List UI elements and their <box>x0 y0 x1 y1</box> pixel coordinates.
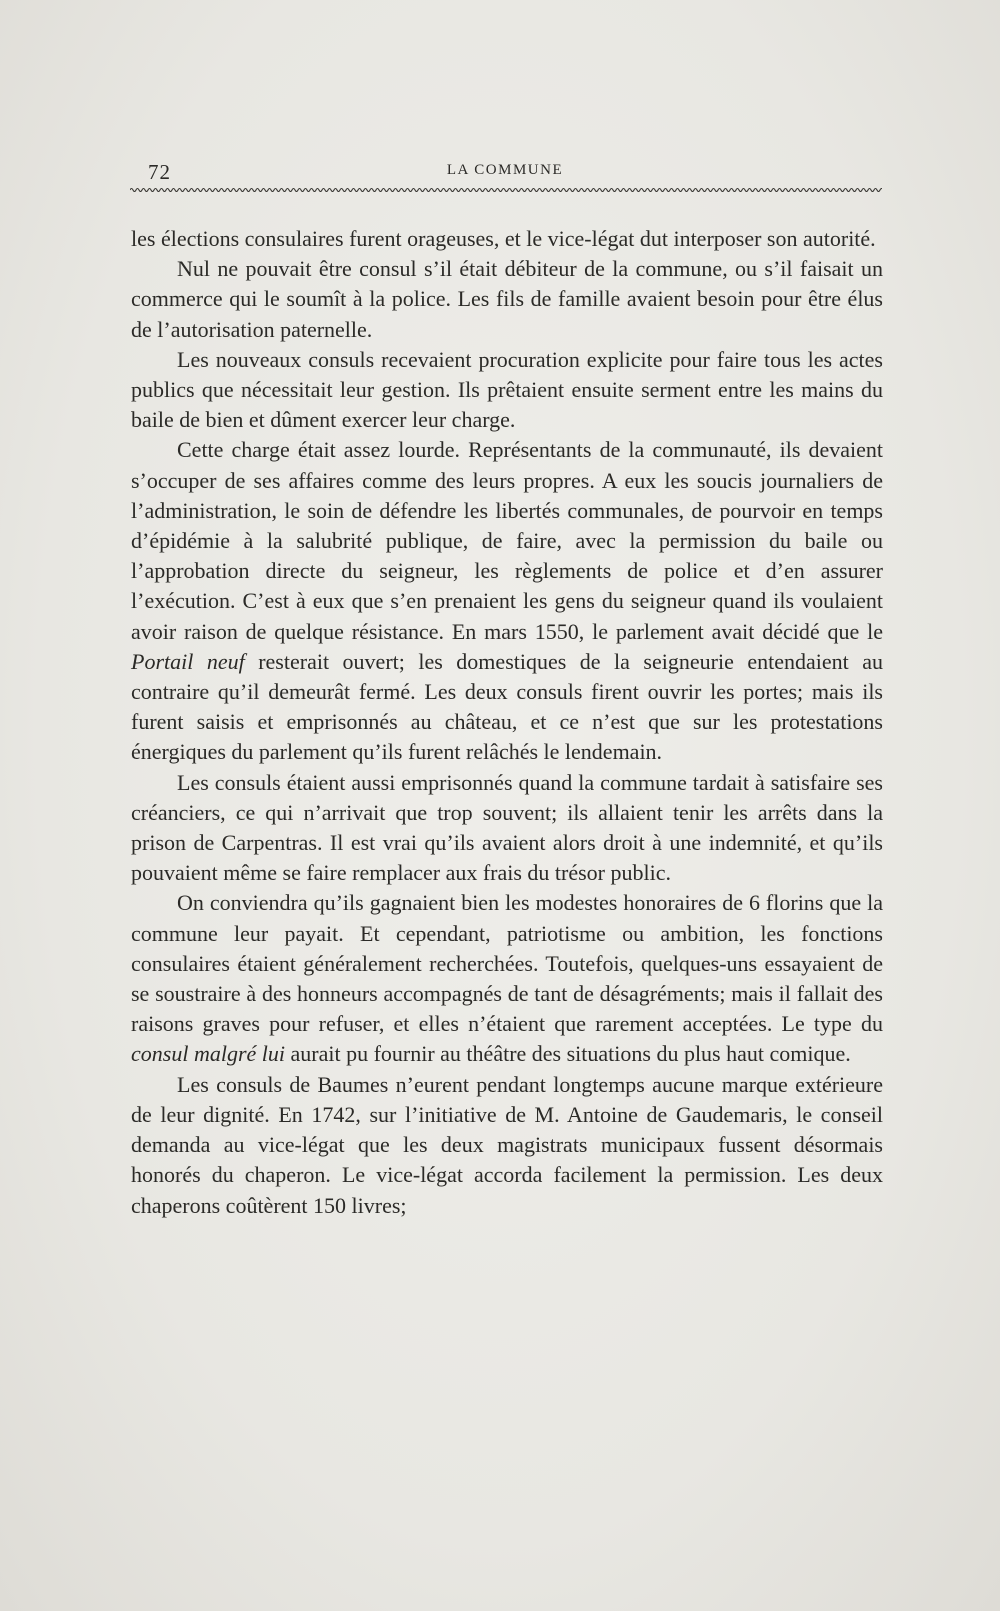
running-title: LA COMMUNE <box>446 162 564 178</box>
page-number: 72 <box>148 160 171 184</box>
wavy-rule <box>130 186 882 194</box>
paragraph <box>131 435 883 767</box>
paragraph: Les consuls de Baumes n’eurent pendant longtemps aucune marque extérieure de leur dignité. En 1742, sur l’initiative de M. Antoine de Gaudemaris, le conseil demanda au vice-légat que les deux magistrats municipaux fussent désormais honorés du chaperon. Le vice-légat accorda facilement la permission. Les deux chaperons coûtèrent 150 livres; <box>131 1071 883 1218</box>
page-header <box>130 158 880 186</box>
paragraph: Nul ne pouvait être consul s’il était débiteur de la commune, ou s’il faisait un commerce qui le soumît à la police. Les fils de famille avaient besoin pour être élus de l’autorisation paternelle. <box>131 256 883 342</box>
paragraph: Les nouveaux consuls recevaient procuration explicite pour faire tous les actes publics que nécessitait leur gestion. Ils prêtaient ensuite serment entre les mains du baile de bien et dûment exercer leur charge. <box>131 346 883 433</box>
body-text <box>131 224 883 1221</box>
italic-expression: consul malgré lui <box>131 1041 285 1067</box>
text-run: On conviendra qu’ils gagnaient bien les modestes honoraires de 6 florins que la commune leur payait. Et cependant, patriotisme ou ambition, les fonctions consulaires étaient généralement recherchées. Toutefois, quelques-uns essayaient de se soustraire à des honneurs accompagnés de tant de désagréments; mais il fallait des raisons graves pour refuser, et elles n’étaient que rarement acceptées. Le type du <box>131 890 883 1037</box>
paragraph: les élections consulaires furent orageuses, et le vice-légat dut interposer son autorité. <box>131 226 876 251</box>
paragraph: Les consuls étaient aussi emprisonnés quand la commune tardait à satisfaire ses créanciers, ce qui n’arrivait que trop souvent; ils allaient tenir les arrêts dans la prison de Carpentras. Il est vrai qu’ils avaient alors droit à une indemnité, et qu’ils pouvaient même se faire remplacer aux frais du trésor public. <box>131 769 883 886</box>
text-run: aurait pu fournir au théâtre des situations du plus haut comique. <box>285 1041 851 1067</box>
paragraph <box>131 888 883 1069</box>
text-run: resterait ouvert; les domestiques de la seigneurie entendaient au contraire qu’il demeurât fermé. Les deux consuls firent ouvrir les portes; mais ils furent saisis et emprisonnés au château, et ce n’est que sur les protestations énergiques du parlement qu’ils furent relâchés le lendemain. <box>131 648 884 765</box>
text-run: Cette charge était assez lourde. Représentants de la communauté, ils devaient s’occuper de ses affaires comme des leurs propres. A eux les soucis journaliers de l’administration, le soin de défendre les libertés communales, de pourvoir en temps d’épidémie à la salubrité publique, de faire, avec la permission du baile ou l’approbation directe du seigneur, les règlements de police et d’en assurer l’exécution. C’est à eux que s’en prenaient les gens du seigneur quand ils voulaient avoir raison de quelque résistance. En mars 1550, le parlement avait décidé que le <box>131 437 883 644</box>
italic-title: Portail neuf <box>131 648 245 674</box>
